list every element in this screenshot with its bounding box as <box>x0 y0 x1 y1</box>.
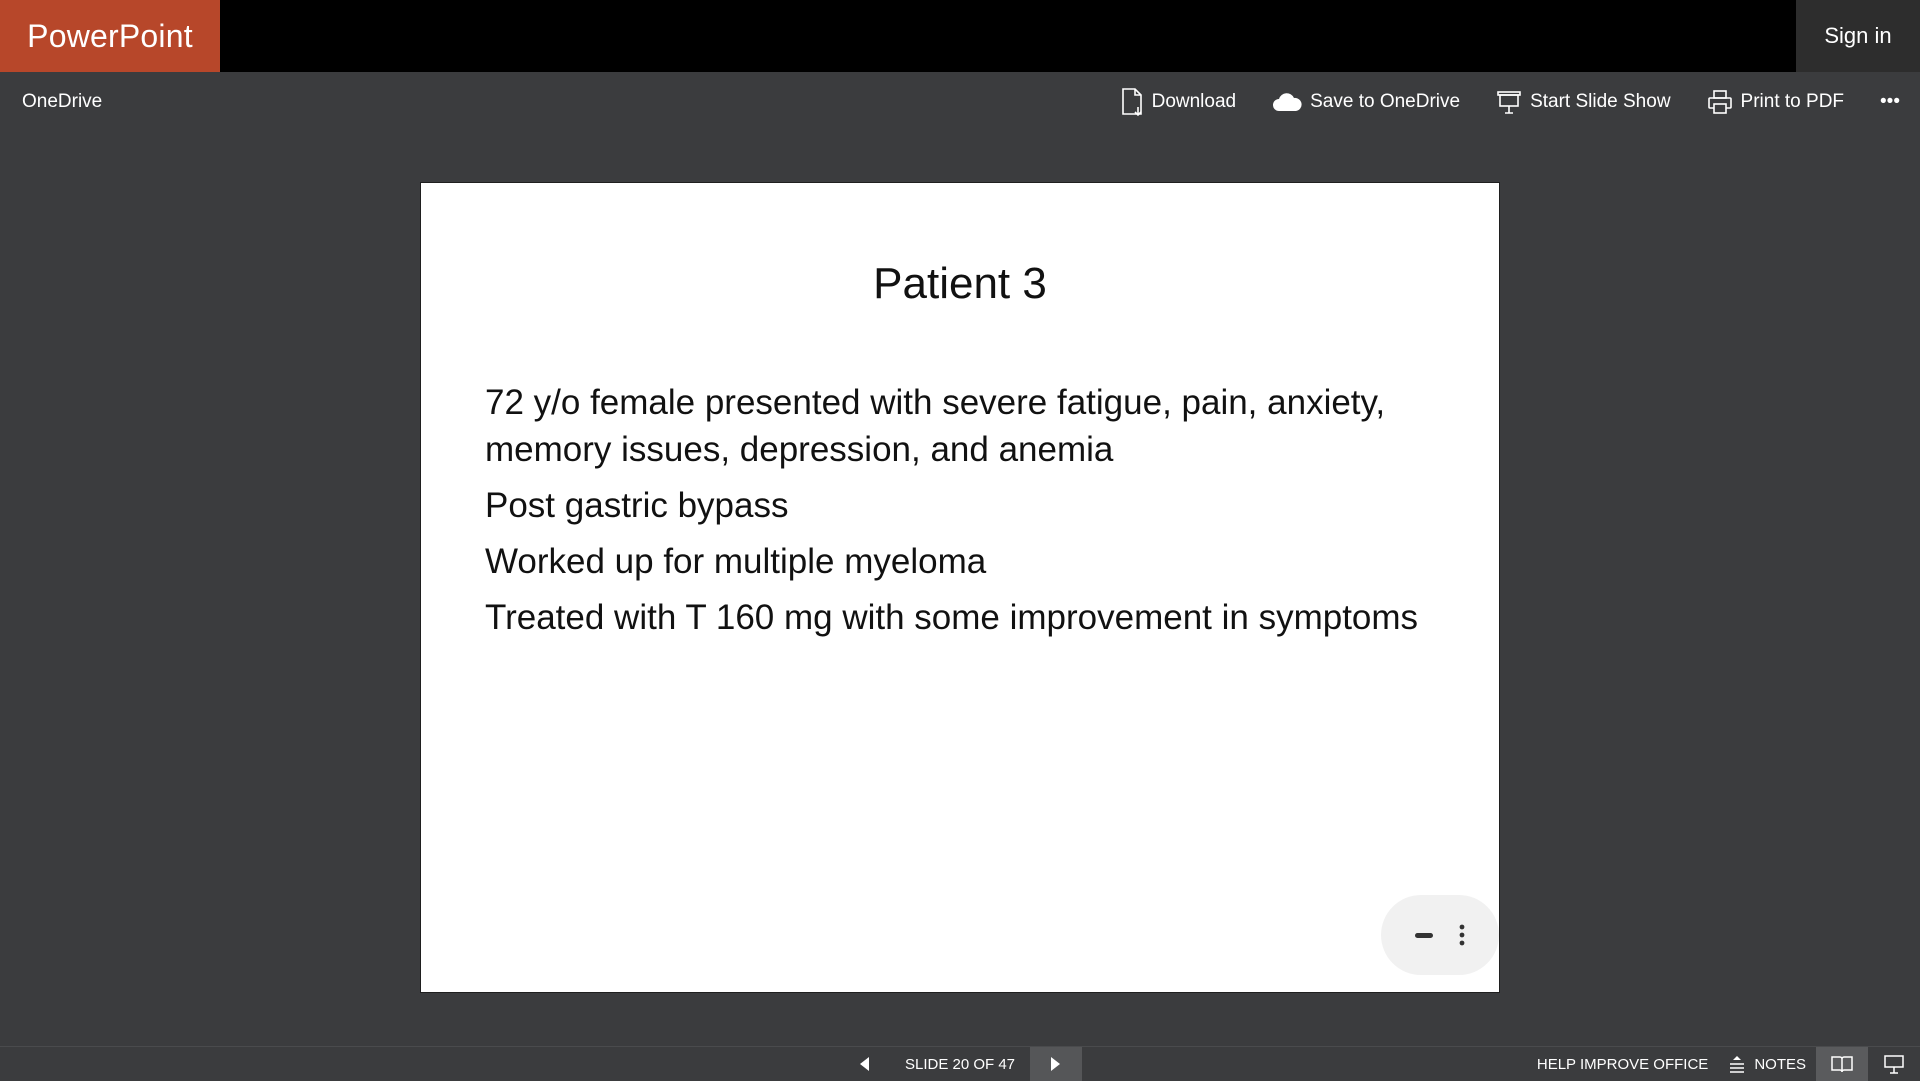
slide-bullet: 72 y/o female presented with severe fatigue, pain, anxiety, memory issues, depression, and anemia <box>485 383 1386 469</box>
command-actions <box>1102 72 1920 132</box>
start-slide-show-button[interactable] <box>1478 72 1688 132</box>
presentation-icon <box>1884 1054 1904 1074</box>
slide-canvas <box>420 182 1500 993</box>
download-label: Download <box>1151 91 1237 112</box>
slide-counter: SLIDE 20 OF 47 <box>904 1055 1016 1073</box>
reading-view-button[interactable] <box>1816 1047 1868 1081</box>
triangle-left-icon <box>858 1056 870 1072</box>
status-actions <box>1527 1047 1920 1081</box>
slide-body <box>485 379 1445 650</box>
start-slide-show-label: Start Slide Show <box>1530 91 1671 112</box>
app-logo: PowerPoint <box>0 0 220 72</box>
download-button[interactable] <box>1102 72 1255 132</box>
slide-bullet: Treated with T 160 mg with some improvement in symptoms <box>485 598 1419 637</box>
book-icon <box>1831 1055 1853 1073</box>
onedrive-link[interactable]: OneDrive <box>22 91 103 112</box>
minimize-icon[interactable] <box>1415 933 1433 938</box>
floating-toolbar[interactable] <box>1381 895 1499 975</box>
triangle-right-icon <box>1050 1056 1062 1072</box>
command-bar <box>0 72 1920 132</box>
top-header <box>0 0 1920 72</box>
vertical-ellipsis-icon[interactable] <box>1459 924 1465 946</box>
status-bar <box>0 1046 1920 1080</box>
notes-icon <box>1728 1055 1746 1073</box>
slide-bullet: Post gastric bypass <box>485 486 789 525</box>
save-to-onedrive-button[interactable] <box>1254 72 1478 132</box>
more-options-button[interactable] <box>1862 72 1920 132</box>
more-icon: ••• <box>1880 91 1900 112</box>
presentation-icon <box>1496 89 1522 115</box>
help-improve-office-link[interactable]: HELP IMPROVE OFFICE <box>1536 1055 1709 1073</box>
print-to-pdf-button[interactable] <box>1689 72 1862 132</box>
notes-label: NOTES <box>1754 1055 1806 1073</box>
previous-slide-button[interactable] <box>850 1047 878 1081</box>
save-to-onedrive-label: Save to OneDrive <box>1310 91 1461 112</box>
cloud-icon <box>1272 91 1302 113</box>
notes-button[interactable] <box>1718 1047 1816 1081</box>
print-to-pdf-label: Print to PDF <box>1740 91 1845 112</box>
sign-in-button[interactable]: Sign in <box>1796 0 1920 72</box>
slide-title: Patient 3 <box>873 259 1047 308</box>
printer-icon <box>1707 89 1733 115</box>
download-icon <box>1120 87 1144 117</box>
slide-show-view-button[interactable] <box>1868 1047 1920 1081</box>
slide-bullet: Worked up for multiple myeloma <box>485 542 987 581</box>
next-slide-button[interactable] <box>1030 1047 1082 1081</box>
